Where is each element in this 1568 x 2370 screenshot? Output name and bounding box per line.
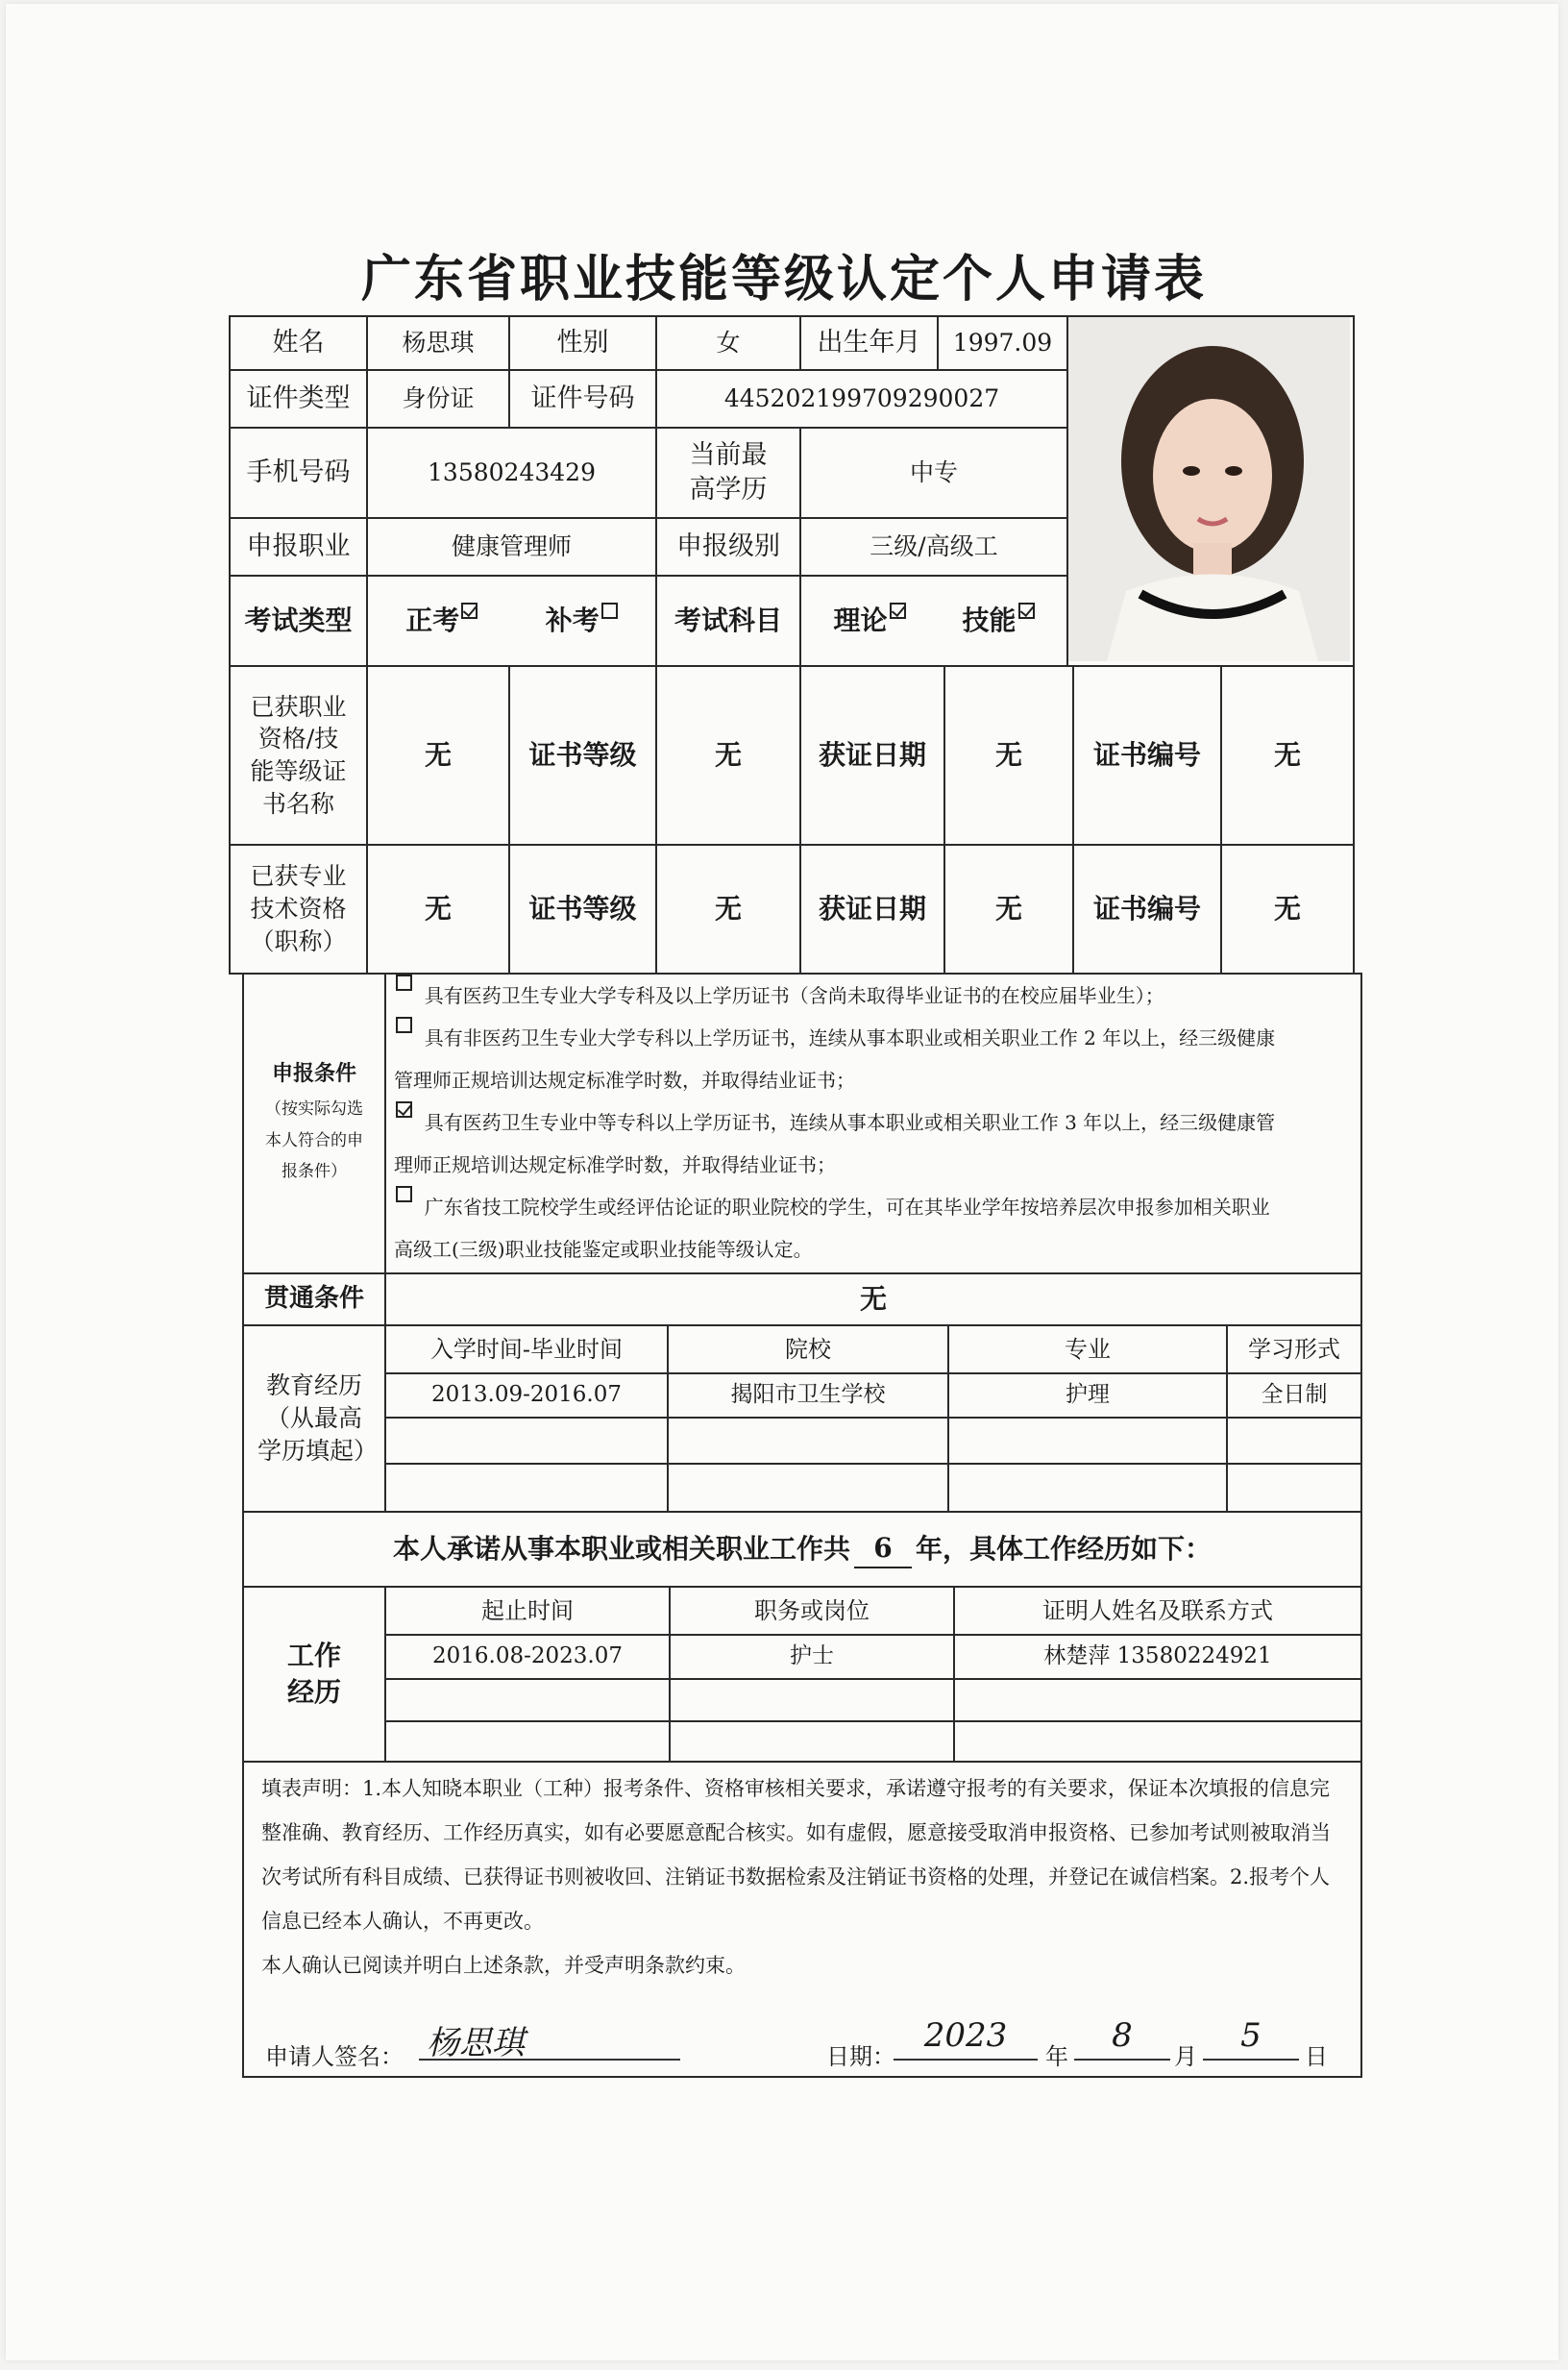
conditions-label-cell: [242, 973, 386, 1274]
edu-row1-period: 2013.09-2016.07: [384, 1372, 669, 1419]
id-no-value: 445202199709290027: [655, 369, 1068, 429]
work-row2-period: [384, 1678, 671, 1722]
theory-label: 理论: [833, 605, 888, 637]
cert1-no-label: 证书编号: [1072, 665, 1222, 846]
conditions-sub-label: （按实际勾选本人符合的申报条件）: [265, 1099, 363, 1181]
edu-label: 当前最高学历: [655, 427, 801, 519]
theory-checkbox[interactable]: [890, 603, 906, 619]
exam-type-options: [366, 575, 657, 667]
condition-4-checkbox[interactable]: [396, 1186, 412, 1202]
month-unit: 月: [1174, 2043, 1197, 2070]
edu-header-school: 院校: [667, 1324, 949, 1374]
cert2-name-value: 无: [366, 844, 510, 975]
cert1-label: 已获职业资格/技能等级证书名称: [229, 665, 368, 846]
edu-row3-period: [384, 1463, 669, 1513]
id-type-label: 证件类型: [229, 369, 368, 429]
commitment-prefix: 本人承诺从事本职业或相关职业工作共: [392, 1533, 850, 1566]
declaration-line-4: 信息已经本人确认，不再更改。: [261, 1910, 544, 1933]
commitment-suffix: 年，具体工作经历如下：: [916, 1533, 1213, 1566]
cert2-no-value: 无: [1220, 844, 1355, 975]
name-value: 杨思琪: [366, 315, 510, 371]
condition-3-checkbox[interactable]: [396, 1101, 412, 1118]
condition-2-line2: 管理师正规培训达规定标准学时数，并取得结业证书；: [394, 1069, 855, 1092]
education-label: 教育经历（从最高学历填起）: [242, 1324, 386, 1513]
cert2-date-label: 获证日期: [799, 844, 945, 975]
cert1-level-label: 证书等级: [508, 665, 657, 846]
applicant-signature[interactable]: 杨思琪: [419, 2016, 680, 2061]
cert2-date-value: 无: [943, 844, 1074, 975]
condition-4-line2: 高级工(三级)职业技能鉴定或职业技能等级认定。: [394, 1238, 813, 1261]
birth-label: 出生年月: [799, 315, 939, 371]
condition-3-text: 具有医药卫生专业中等专科以上学历证书，连续从事本职业或相关职业工作 3 年以上，经三级健康管: [424, 1111, 1276, 1134]
level-label: 申报级别: [655, 517, 801, 577]
edu-row2-school: [667, 1417, 949, 1465]
cert1-date-value: 无: [943, 665, 1074, 846]
edu-row2-mode: [1226, 1417, 1362, 1465]
makeup-label: 补考: [545, 605, 600, 637]
condition-1-checkbox[interactable]: [396, 975, 412, 991]
condition-item-1[interactable]: [394, 975, 1355, 1017]
phone-label: 手机号码: [229, 427, 368, 519]
form-title: 广东省职业技能等级认定个人申请表: [360, 250, 1207, 309]
makeup-option[interactable]: [546, 603, 618, 639]
exam-subject-label: 考试科目: [655, 575, 801, 667]
signature-label: 申请人签名：: [265, 2043, 404, 2070]
condition-2-checkbox[interactable]: [396, 1017, 412, 1033]
cert1-no-value: 无: [1220, 665, 1355, 846]
cert1-date-label: 获证日期: [799, 665, 945, 846]
cert1-level-value: 无: [655, 665, 801, 846]
edu-row2-period: [384, 1417, 669, 1465]
exam-type-label: 考试类型: [229, 575, 368, 667]
commitment-years: 6: [854, 1530, 912, 1568]
name-label: 姓名: [229, 315, 368, 371]
cert2-level-value: 无: [655, 844, 801, 975]
declaration-line-2: 整准确、教育经历、工作经历真实，如有必要愿意配合核实。如有虚假，愿意接受取消申报资格、已参加考试则被取消当: [261, 1821, 1331, 1844]
declaration-line-5: 本人确认已阅读并明白上述条款，并受声明条款约束。: [261, 1954, 746, 1977]
regular-checkbox[interactable]: [461, 603, 478, 619]
work-label: 工作经历: [242, 1586, 386, 1763]
occupation-value: 健康管理师: [366, 517, 657, 577]
edu-row3-school: [667, 1463, 949, 1513]
id-type-value: 身份证: [366, 369, 510, 429]
theory-option[interactable]: [833, 603, 905, 639]
cert1-name-value: 无: [366, 665, 510, 846]
condition-2-text: 具有非医药卫生专业大学专科以上学历证书，连续从事本职业或相关职业工作 2 年以上，经三级健康: [424, 1026, 1276, 1049]
regular-label: 正考: [405, 605, 460, 637]
date-year[interactable]: 2023: [894, 2016, 1038, 2061]
date-label: 日期：: [826, 2043, 895, 2070]
work-row2-reference: [953, 1678, 1362, 1722]
condition-1-text: 具有医药卫生专业大学专科及以上学历证书（含尚未取得毕业证书的在校应届毕业生）；: [424, 984, 1164, 1007]
edu-row3-mode: [1226, 1463, 1362, 1513]
work-header-period: 起止时间: [384, 1586, 671, 1636]
cert2-level-label: 证书等级: [508, 844, 657, 975]
edu-row3-major: [947, 1463, 1228, 1513]
exam-subject-options: [799, 575, 1068, 667]
makeup-checkbox[interactable]: [601, 603, 618, 619]
cert2-label: 已获专业技术资格（职称）: [229, 844, 368, 975]
work-row3-position: [669, 1720, 955, 1763]
work-row1-position: 护士: [669, 1634, 955, 1680]
condition-3-line2: 理师正规培训达规定标准学时数，并取得结业证书；: [394, 1153, 836, 1176]
work-header-reference: 证明人姓名及联系方式: [953, 1586, 1362, 1636]
work-row3-period: [384, 1720, 671, 1763]
regular-option[interactable]: [405, 603, 478, 639]
occupation-label: 申报职业: [229, 517, 368, 577]
date-month[interactable]: 8: [1074, 2016, 1170, 2061]
declaration: [261, 1766, 1347, 1987]
day-unit: 日: [1305, 2043, 1328, 2070]
conditions-list: [394, 975, 1355, 1272]
edu-row1-school: 揭阳市卫生学校: [667, 1372, 949, 1419]
declaration-line-1: 填表声明：1.本人知晓本职业（工种）报考条件、资格审核相关要求，承诺遵守报考的有关要求，保证本次填报的信息完: [261, 1777, 1331, 1800]
edu-header-major: 专业: [947, 1324, 1228, 1374]
gender-label: 性别: [508, 315, 657, 371]
cert2-no-label: 证书编号: [1072, 844, 1222, 975]
date-day[interactable]: 5: [1203, 2016, 1299, 2061]
skill-checkbox[interactable]: [1018, 603, 1035, 619]
through-label: 贯通条件: [242, 1272, 386, 1326]
id-no-label: 证件号码: [508, 369, 657, 429]
condition-item-2[interactable]: [394, 1017, 1355, 1059]
phone-value: 13580243429: [366, 427, 657, 519]
work-header-position: 职务或岗位: [669, 1586, 955, 1636]
birth-value: 1997.09: [937, 315, 1068, 371]
condition-4-text: 广东省技工院校学生或经评估论证的职业院校的学生，可在其毕业学年按培养层次申报参加相关职业: [424, 1196, 1270, 1219]
skill-option[interactable]: [962, 603, 1034, 639]
work-row2-position: [669, 1678, 955, 1722]
gender-value: 女: [655, 315, 801, 371]
edu-row1-mode: 全日制: [1226, 1372, 1362, 1419]
commitment-row: [242, 1511, 1362, 1588]
work-row1-period: 2016.08-2023.07: [384, 1634, 671, 1680]
condition-item-3[interactable]: [394, 1101, 1355, 1144]
conditions-label: 申报条件: [271, 1060, 356, 1086]
through-value: 无: [384, 1272, 1362, 1326]
condition-item-4[interactable]: [394, 1186, 1355, 1228]
skill-label: 技能: [962, 605, 1017, 637]
edu-header-mode: 学习形式: [1226, 1324, 1362, 1374]
level-value: 三级/高级工: [799, 517, 1068, 577]
edu-row2-major: [947, 1417, 1228, 1465]
year-unit: 年: [1045, 2043, 1068, 2070]
work-row1-reference: 林楚萍 13580224921: [953, 1634, 1362, 1680]
declaration-line-3: 次考试所有科目成绩、已获得证书则被收回、注销证书数据检索及注销证书资格的处理，并登记在诚信档案。2.报考个人: [261, 1865, 1331, 1889]
edu-header-period: 入学时间-毕业时间: [384, 1324, 669, 1374]
edu-value: 中专: [799, 427, 1068, 519]
applicant-photo: [1068, 317, 1350, 661]
edu-row1-major: 护理: [947, 1372, 1228, 1419]
work-row3-reference: [953, 1720, 1362, 1763]
